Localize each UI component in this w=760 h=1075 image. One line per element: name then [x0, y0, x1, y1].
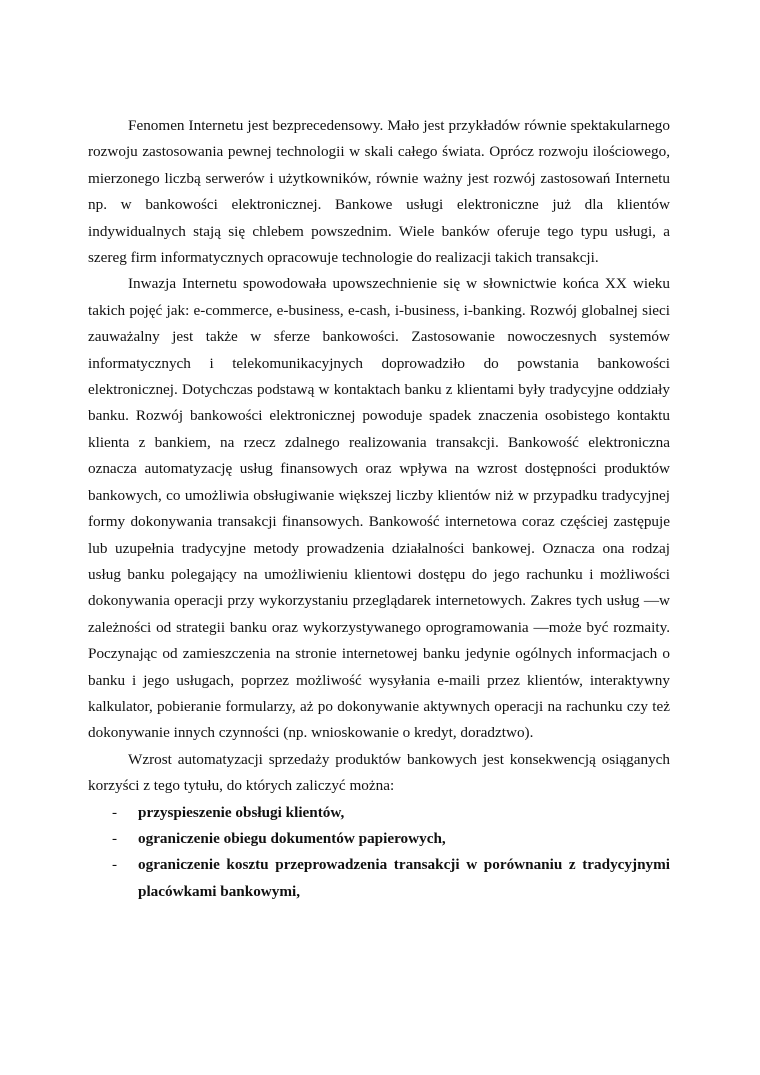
- list-marker: -: [112, 829, 118, 847]
- list-marker: -: [112, 856, 118, 874]
- paragraph-3: Wzrost automatyzacji sprzedaży produktów bankowych jest konsekwencją osiąganych korzyści z tego tytułu, do których zaliczyć można:: [88, 750, 670, 795]
- paragraph-2: Inwazja Internetu spowodowała upowszechnienie się w słownictwie końca XX wieku takich pojęć jak: e-commerce, e-business, e-cash, i-business, i-banking. Rozwój globalnej sieci zauważalny jest także w sferze bankowości. Zastosowanie nowoczesnych systemów informatycznych i telekomunikacyjnych doprowadziło do powstania bankowości elektronicznej. Dotychczas podstawą w kontaktach banku z klientami były tradycyjne oddziały banku. Rozwój bankowości elektronicznej powoduje spadek znaczenia osobistego kontaktu klienta z bankiem, na rzecz zdalnego realizowania transakcji. Bankowość elektroniczna oznacza automatyzację usług finansowych oraz wpływa na wzrost dostępności produktów bankowych, co umożliwia obsługiwanie większej liczby klientów niż w przypadku tradycyjnej formy dokonywania transakcji finansowych. Bankowość internetowa coraz częściej zastępuje lub uzupełnia tradycyjne metody prowadzenia działalności bankowej. Oznacza ona rodzaj usług banku polegający na umożliwieniu klientowi dostępu do jego rachunku i możliwości dokonywania operacji przy wykorzystaniu przeglądarek internetowych. Zakres tych usług —w zależności od strategii banku oraz wykorzystywanego oprogramowania —może być rozmaity. Poczynając od zamieszczenia na stronie internetowej banku jedynie ogólnych informacjach o banku i jego usługach, poprzez możliwość wysyłania e-maili przez klientów, interaktywny kalkulator, pobieranie formularzy, aż po dokonywanie aktywnych operacji na rachunku czy też dokonywanie innych czynności (np. wnioskowanie o kredyt, doradztwo).: [88, 275, 670, 742]
- benefits-list: [88, 800, 670, 906]
- list-item-text: przyspieszenie obsługi klientów,: [138, 803, 345, 821]
- paragraph-1: Fenomen Internetu jest bezprecedensowy. Mało jest przykładów równie spektakularnego rozwoju zastosowania pewnej technologii w skali całego świata. Oprócz rozwoju ilościowego, mierzonego liczbą serwerów i użytkowników, równie ważny jest rozwój zastosowań Internetu np. w bankowości elektronicznej. Bankowe usługi elektroniczne już dla klientów indywidualnych stają się chlebem powszednim. Wiele banków oferuje tego typu usługi, a szereg firm informatycznych opracowuje technologie do realizacji takich transakcji.: [88, 117, 670, 267]
- list-item: [88, 826, 670, 852]
- list-item-text: ograniczenie obiegu dokumentów papierowych,: [138, 829, 446, 847]
- list-item-text: ograniczenie kosztu przeprowadzenia transakcji w porównaniu z tradycyjnymi placówkami bankowymi,: [138, 856, 670, 900]
- list-item: [88, 800, 670, 826]
- list-item: [88, 852, 670, 905]
- document-page: [88, 113, 670, 905]
- list-marker: -: [112, 803, 118, 821]
